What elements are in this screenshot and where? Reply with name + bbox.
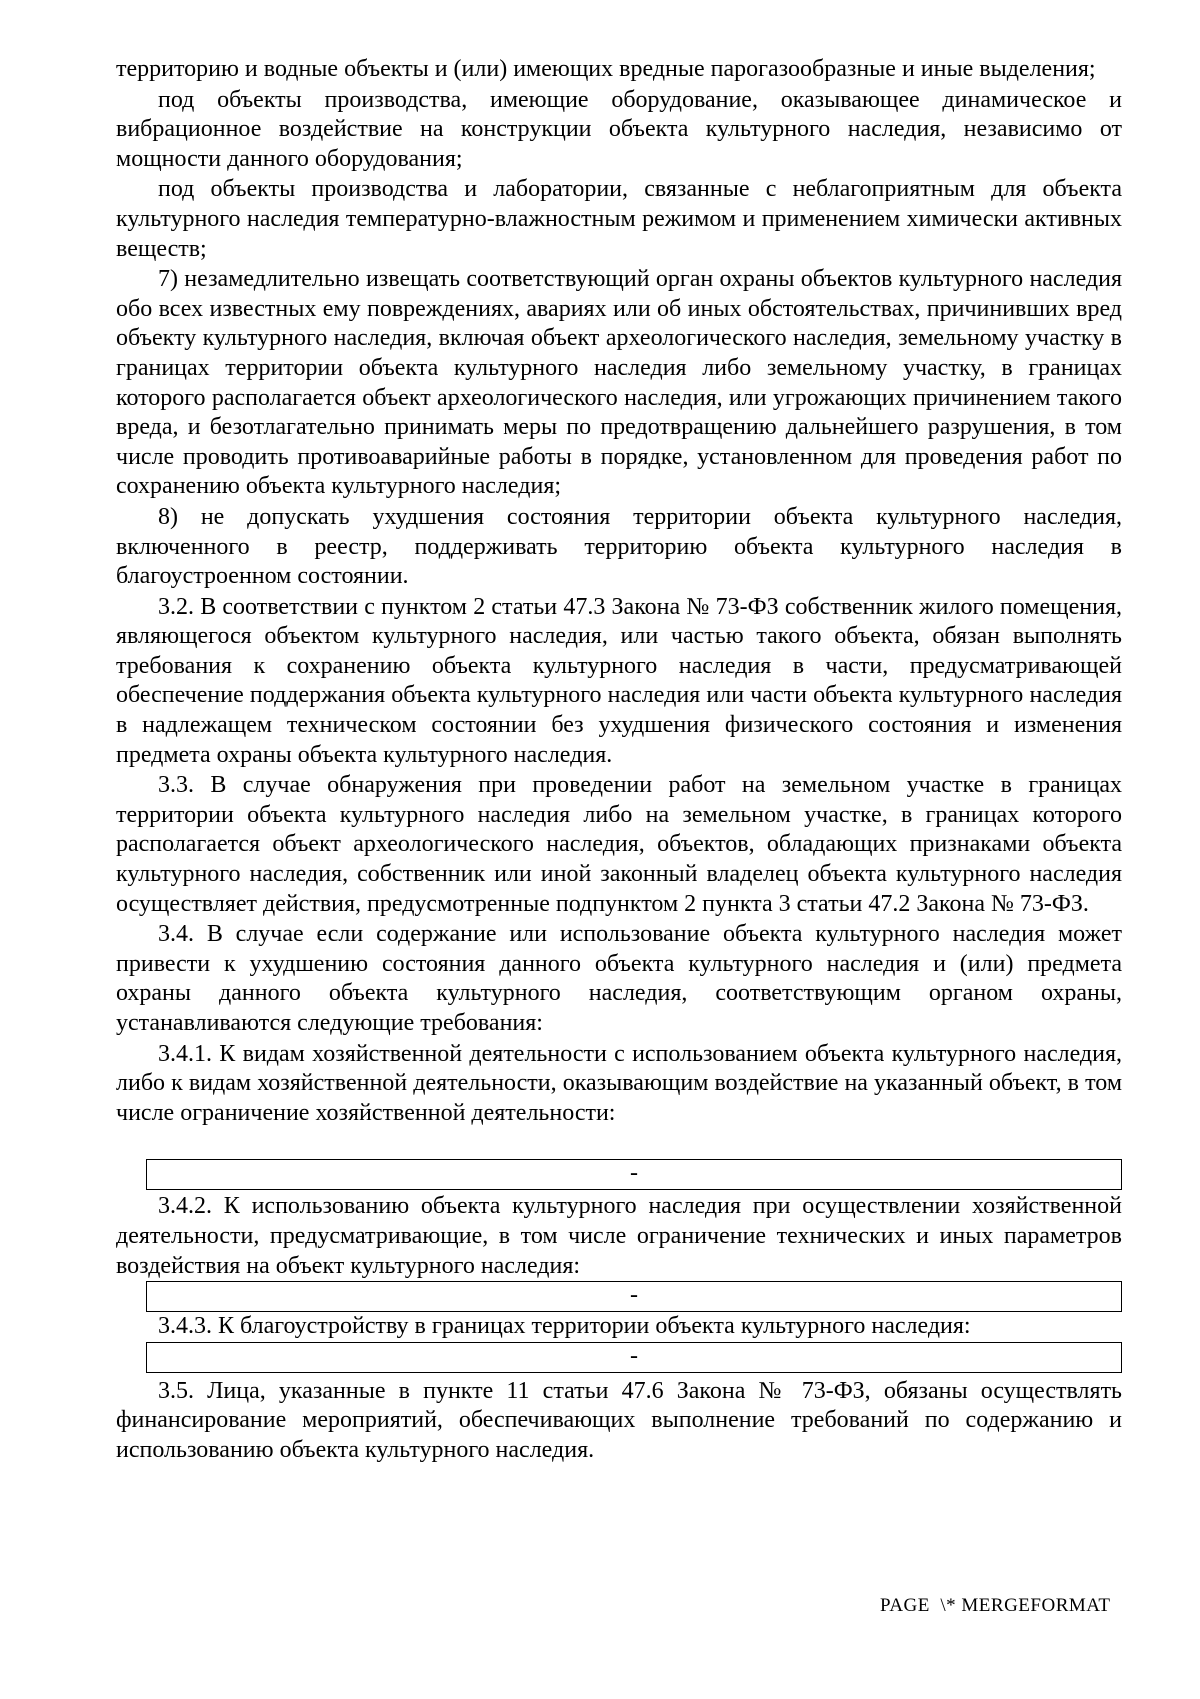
paragraph: 3.4.3. К благоустройству в границах территории объекта культурного наследия: [158, 1313, 971, 1340]
table-cell: - [146, 1281, 1122, 1312]
paragraph: территорию и водные объекты и (или) имеющих вредные парогазообразные и иные выделения; [116, 56, 1096, 82]
paragraph: 8) не допускать ухудшения состояния территории объекта культурного наследия, включенного в реестр, поддерживать территорию объекта культурного наследия в благоустроенном состоянии. [116, 503, 1122, 590]
paragraph: под объекты производства, имеющие оборудование, оказывающее динамическое и вибрационное воздействие на конструкции объекта культурного наследия, независимо от мощности данного оборудования; [116, 86, 1122, 172]
paragraph: 3.4.2. К использованию объекта культурного наследия при осуществлении хозяйственной деятельности, предусматривающие, в том числе ограничение технических и иных параметров воздействия на объект культурного наследия: [116, 1193, 1122, 1279]
page-footer: PAGE \* MERGEFORMAT [880, 1595, 1111, 1616]
paragraph: 3.3. В случае обнаружения при проведении работ на земельном участке в границах территории объекта культурного наследия либо на земельном участке, в границах которого располагается объект археологического наследия, объектов, обладающих признаками объекта культурного наследия, собственник или иной законный владелец объекта культурного наследия осуществляет действия, предусмотренные подпунктом 2 пункта 3 статьи 47.2 Закона № 73-ФЗ. [116, 772, 1122, 917]
table-cell: - [146, 1159, 1122, 1190]
paragraph: 3.4.1. К видам хозяйственной деятельности с использованием объекта культурного наследия, либо к видам хозяйственной деятельности, оказывающим воздействие на указанный объект, в том числе ограничение хозяйственной деятельности: [116, 1040, 1122, 1126]
table-cell: - [146, 1342, 1122, 1373]
paragraph: под объекты производства и лаборатории, связанные с неблагоприятным для объекта культурного наследия температурно-влажностным режимом и применением химически активных веществ; [116, 176, 1122, 262]
paragraph: 3.2. В соответствии с пунктом 2 статьи 47.3 Закона № 73-ФЗ собственник жилого помещения, являющегося объектом культурного наследия, или частью такого объекта, обязан выполнять требования к сохранению объекта культурного наследия в части, предусматривающей обеспечение поддержания объекта культурного наследия или части объекта культурного наследия в надлежащем техническом состоянии без ухудшения физического состояния и изменения предмета охраны объекта культурного наследия. [116, 593, 1122, 768]
paragraph: 7) незамедлительно извещать соответствующий орган охраны объектов культурного наследия обо всех известных ему повреждениях, авариях или об иных обстоятельствах, причинивших вред объекту культурного наследия, включая объект археологического наследия, земельному участку в границах территории объекта культурного наследия либо земельному участку, в границах которого располагается объект археологического наследия, или угрожающих причинением такого вреда, и безотлагательно принимать меры по предотвращению дальнейшего разрушения, в том числе проводить противоаварийные работы в порядке, установленном для проведения работ по сохранению объекта культурного наследия; [116, 266, 1122, 500]
paragraph: 3.5. Лица, указанные в пункте 11 статьи 47.6 Закона № 73-ФЗ, обязаны осуществлять финансирование мероприятий, обеспечивающих выполнение требований по содержанию и использованию объекта культурного наследия. [116, 1377, 1122, 1463]
document-body [116, 55, 1122, 1466]
paragraph: 3.4. В случае если содержание или использование объекта культурного наследия может привести к ухудшению состояния данного объекта культурного наследия и (или) предмета охраны данного объекта культурного наследия, соответствующим органом охраны, устанавливаются следующие требования: [116, 921, 1122, 1036]
